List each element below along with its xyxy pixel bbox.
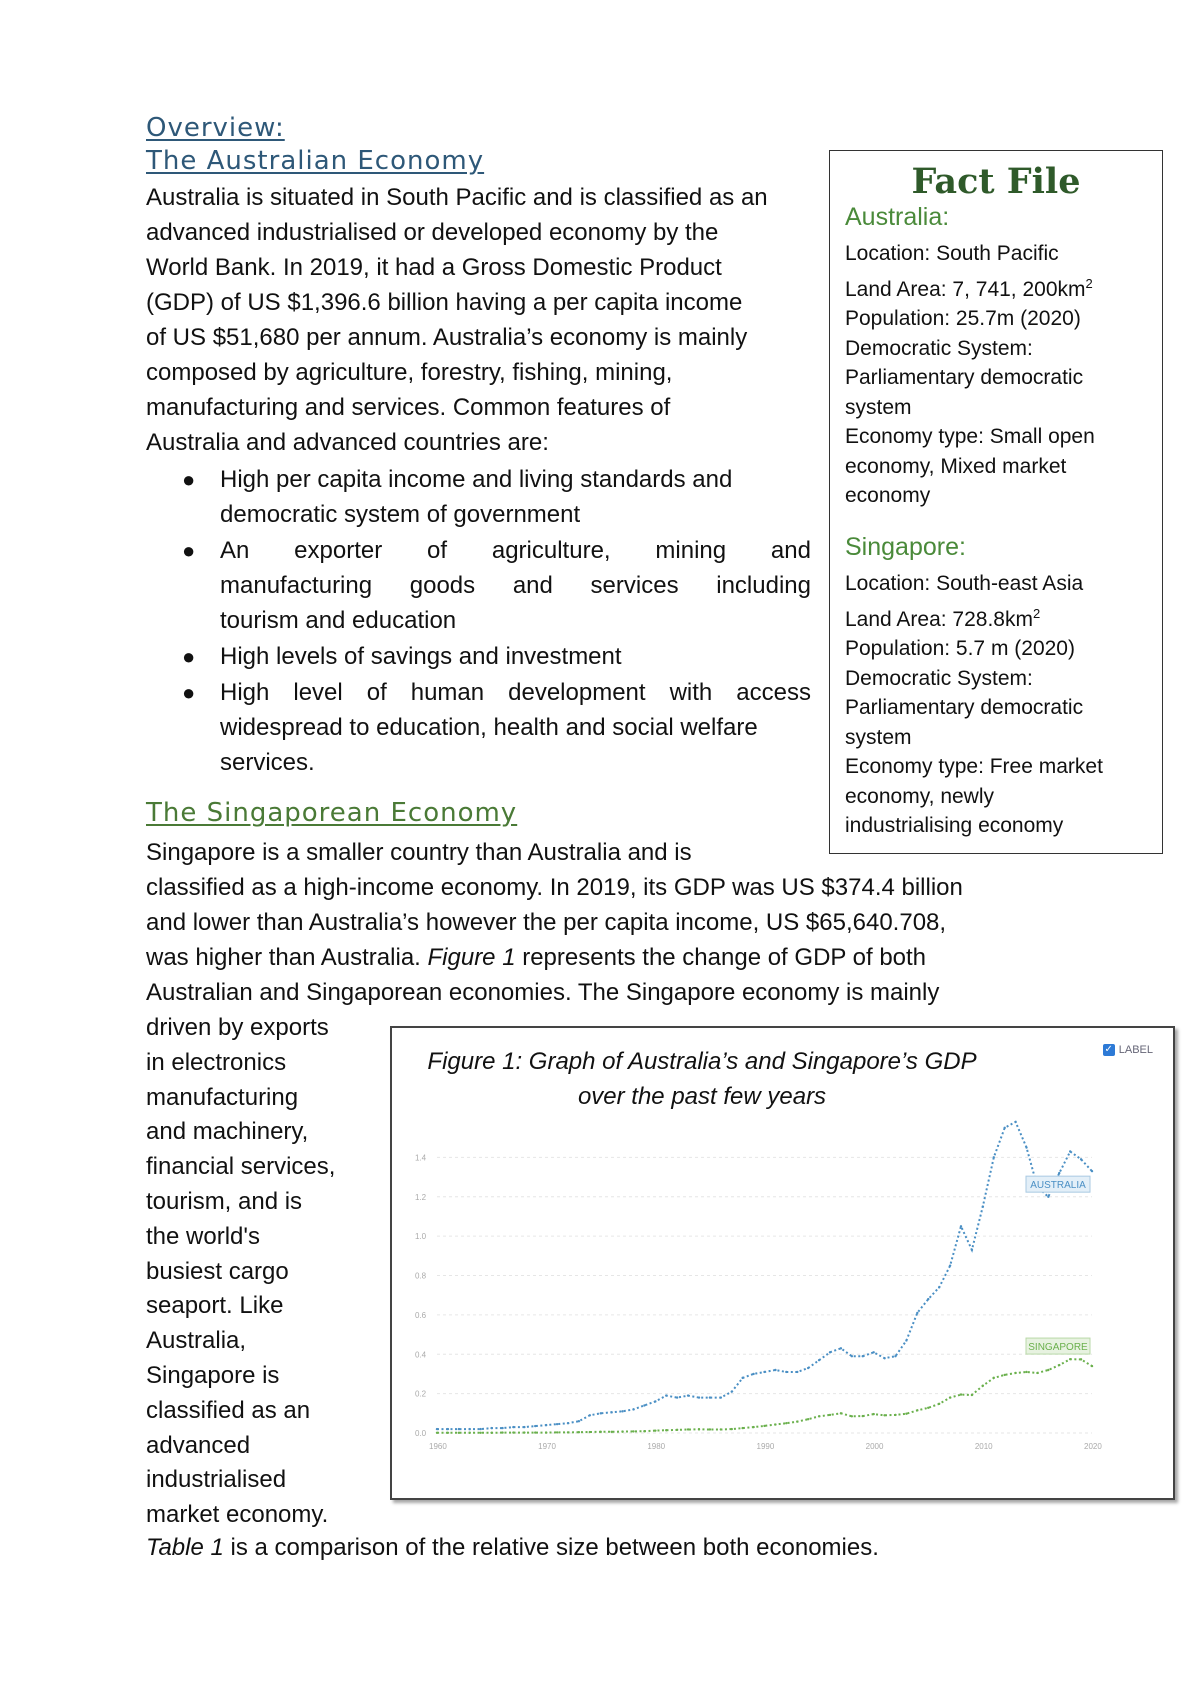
label-toggle[interactable] <box>1103 1044 1153 1056</box>
fact-file-australia-heading: Australia: <box>845 203 950 231</box>
data-point <box>731 1390 733 1392</box>
fact-line <box>845 393 1155 423</box>
series-label: AUSTRALIA <box>1030 1180 1086 1192</box>
data-point <box>1080 1158 1082 1160</box>
paragraph-line: financial services, <box>146 1153 336 1181</box>
paragraph-text: Singapore is a smaller country than Australia and is <box>146 839 692 866</box>
justified-line <box>220 675 811 710</box>
data-point <box>698 1396 700 1398</box>
data-point <box>512 1431 514 1433</box>
fact-line <box>845 599 1155 635</box>
data-point <box>458 1428 460 1430</box>
data-point <box>578 1420 580 1422</box>
checkbox-icon[interactable]: ✓ <box>1104 1044 1113 1055</box>
data-point <box>643 1404 645 1406</box>
data-point <box>916 1409 918 1411</box>
bullet-icon: ● <box>182 680 196 705</box>
paragraph-line <box>146 835 1046 870</box>
data-point <box>905 1339 907 1341</box>
fact-file-box <box>829 150 1163 854</box>
table-reference-line <box>146 1530 879 1565</box>
data-point <box>676 1396 678 1398</box>
singaporean-economy-heading: The Singaporean Economy <box>146 798 518 828</box>
data-point <box>589 1414 591 1416</box>
fact-file-singapore-heading: Singapore: <box>845 533 966 561</box>
data-point <box>469 1428 471 1430</box>
data-point <box>927 1407 929 1409</box>
paragraph-line: Australia, <box>146 1327 247 1355</box>
fact-text: Economy type: Small open <box>845 425 1095 448</box>
series-label: SINGAPORE <box>1028 1342 1088 1354</box>
list-item <box>146 639 811 674</box>
data-point <box>610 1431 612 1433</box>
data-point <box>654 1429 656 1431</box>
data-point <box>589 1431 591 1433</box>
data-point <box>960 1225 962 1227</box>
bullet-icon: ● <box>182 644 196 669</box>
paragraph-line: market economy. <box>146 1501 329 1529</box>
fact-line <box>845 363 1155 393</box>
data-point <box>741 1377 743 1379</box>
data-point <box>840 1347 842 1349</box>
figure-caption-line-1: Figure 1: Graph of Australia’s and Singapore’s GDP <box>427 1048 977 1075</box>
x-tick-label: 1960 <box>429 1442 447 1451</box>
fact-line <box>845 752 1155 782</box>
data-point <box>610 1411 612 1413</box>
data-point <box>436 1428 438 1430</box>
word: manufacturing <box>220 572 373 599</box>
paragraph-line: advanced <box>146 1431 251 1459</box>
fact-line <box>845 723 1155 753</box>
word: and <box>770 537 811 564</box>
data-point <box>1091 1170 1093 1172</box>
paragraph-line: in electronics <box>146 1048 287 1076</box>
data-point <box>982 1205 984 1207</box>
bullet-icon: ● <box>182 467 196 492</box>
data-point <box>894 1355 896 1357</box>
paragraph-line <box>146 905 1046 940</box>
word: mining <box>655 537 727 564</box>
data-point <box>600 1431 602 1433</box>
data-point <box>709 1396 711 1398</box>
paragraph-text: classified as a high-income economy. In 2019, its GDP was US $374.4 billion <box>146 874 963 901</box>
data-point <box>501 1431 503 1433</box>
x-tick-label: 2010 <box>974 1442 993 1451</box>
table-reference-italic: Table 1 <box>146 1534 224 1561</box>
bullet-icon: ● <box>182 538 196 563</box>
data-point <box>556 1431 558 1433</box>
fact-text: economy, newly <box>845 784 995 808</box>
fact-text: Population: 5.7 m (2020) <box>845 637 1075 660</box>
data-point <box>949 1264 951 1266</box>
data-point <box>949 1396 951 1398</box>
data-point <box>643 1430 645 1432</box>
fact-text: Land Area: 728.8km <box>845 607 1033 631</box>
paragraph-line: classified as an <box>146 1396 311 1424</box>
data-point <box>1025 1146 1027 1148</box>
data-point <box>1058 1172 1060 1174</box>
list-item-line: services. <box>220 749 315 776</box>
fact-text: Democratic System: <box>845 666 1033 690</box>
word: development <box>508 679 646 706</box>
paragraph-line: manufacturing and services. Common features of <box>146 394 671 421</box>
fact-line <box>845 664 1155 694</box>
word: access <box>736 679 811 706</box>
figure-1 <box>390 1026 1175 1500</box>
label-toggle-text: LABEL <box>1118 1044 1153 1056</box>
fact-text: system <box>845 725 912 749</box>
data-point <box>665 1429 667 1431</box>
word: services <box>590 572 679 599</box>
fact-text: Parliamentary democratic <box>845 366 1084 389</box>
data-point <box>938 1403 940 1405</box>
data-point <box>938 1286 940 1288</box>
data-point <box>621 1430 623 1432</box>
y-tick-label: 1.4 <box>415 1153 427 1163</box>
data-point <box>469 1432 471 1434</box>
data-point <box>752 1426 754 1428</box>
data-point <box>523 1426 525 1428</box>
paragraph-text: Australian and Singaporean economies. The Singapore economy is mainly <box>146 979 940 1006</box>
features-list <box>146 462 811 781</box>
data-point <box>971 1394 973 1396</box>
data-point <box>807 1418 809 1420</box>
overview-heading: Overview: <box>146 113 285 143</box>
fact-text: Economy type: Free market <box>845 755 1103 778</box>
y-tick-label: 1.0 <box>415 1232 427 1242</box>
paragraph-line: manufacturing <box>146 1083 299 1111</box>
data-point <box>971 1249 973 1251</box>
data-point <box>676 1429 678 1431</box>
data-point <box>785 1371 787 1373</box>
data-point <box>993 1156 995 1158</box>
y-tick-label: 0.8 <box>415 1271 427 1281</box>
word: level <box>293 679 343 706</box>
data-point <box>916 1312 918 1314</box>
data-point <box>654 1400 656 1402</box>
word: human <box>410 679 485 706</box>
list-item <box>146 462 811 532</box>
x-tick-label: 1980 <box>647 1442 666 1451</box>
x-tick-label: 2000 <box>865 1442 884 1451</box>
data-point <box>479 1432 481 1434</box>
y-tick-label: 0.6 <box>415 1310 427 1320</box>
figure-caption <box>392 1044 1012 1114</box>
data-point <box>818 1415 820 1417</box>
fact-text: system <box>845 395 912 419</box>
data-point <box>774 1423 776 1425</box>
data-point <box>982 1385 984 1387</box>
area-superscript: 2 <box>1085 275 1093 291</box>
data-point <box>818 1359 820 1361</box>
data-point <box>621 1410 623 1412</box>
data-point <box>512 1426 514 1428</box>
data-point <box>665 1394 667 1396</box>
data-point <box>763 1425 765 1427</box>
y-tick-label: 0.0 <box>415 1429 427 1438</box>
data-point <box>1003 1374 1005 1376</box>
data-point <box>894 1414 896 1416</box>
paragraph-line: (GDP) of US $1,396.6 billion having a per capita income <box>146 289 743 316</box>
fact-line <box>845 239 1155 269</box>
data-point <box>741 1427 743 1429</box>
data-point <box>927 1298 929 1300</box>
data-point <box>872 1351 874 1353</box>
paragraph-line: of US $51,680 per annum. Australia’s economy is mainly <box>146 324 748 351</box>
fact-line <box>845 569 1155 599</box>
fact-text: industrialising economy <box>845 814 1064 837</box>
fact-text: Location: South-east Asia <box>845 572 1084 595</box>
australia-paragraph <box>146 180 816 460</box>
data-point <box>1058 1364 1060 1366</box>
paragraph-line: seaport. Like <box>146 1292 284 1320</box>
figure-reference-italic: Figure 1 <box>427 944 516 971</box>
data-point <box>796 1420 798 1422</box>
data-point <box>567 1431 569 1433</box>
word: of <box>427 537 448 564</box>
data-point <box>1047 1196 1049 1198</box>
data-point <box>883 1357 885 1359</box>
data-point <box>687 1428 689 1430</box>
word: of <box>366 679 387 706</box>
singapore-paragraph <box>146 835 1046 1010</box>
fact-line <box>845 304 1155 334</box>
data-point <box>490 1432 492 1434</box>
paragraph-line: Singapore is <box>146 1361 280 1389</box>
singapore-paragraph-continued <box>146 1010 376 1532</box>
data-point <box>731 1428 733 1430</box>
data-point <box>993 1377 995 1379</box>
data-point <box>785 1422 787 1424</box>
paragraph-line <box>146 940 1046 975</box>
data-point <box>807 1367 809 1369</box>
paragraph-line: the world's <box>146 1222 260 1250</box>
justified-line <box>220 533 811 568</box>
paragraph-text: and lower than Australia’s however the per capita income, US $65,640.708, <box>146 909 947 936</box>
data-point <box>709 1428 711 1430</box>
list-item <box>146 533 811 638</box>
fact-line <box>845 634 1155 664</box>
series-line-singapore <box>437 1359 1092 1433</box>
data-point <box>479 1428 481 1430</box>
list-item-line: widespread to education, health and social welfare <box>220 714 758 741</box>
y-tick-label: 1.2 <box>415 1192 427 1202</box>
fact-text: Parliamentary democratic <box>845 696 1084 719</box>
fact-line <box>845 422 1155 452</box>
data-point <box>851 1415 853 1417</box>
word: An <box>220 537 250 564</box>
data-point <box>447 1432 449 1434</box>
data-point <box>1091 1365 1093 1367</box>
data-point <box>829 1414 831 1416</box>
list-item <box>146 675 811 780</box>
table-reference-text: is a comparison of the relative size between both economies. <box>223 1534 879 1561</box>
paragraph-line: advanced industrialised or developed economy by the <box>146 219 719 246</box>
data-point <box>720 1396 722 1398</box>
paragraph-line: and machinery, <box>146 1118 309 1146</box>
data-point <box>567 1422 569 1424</box>
word: goods <box>409 572 476 599</box>
data-point <box>1003 1127 1005 1129</box>
paragraph-line: Australia and advanced countries are: <box>146 429 549 456</box>
list-item-line: High levels of savings and investment <box>220 643 622 670</box>
data-point <box>436 1432 438 1434</box>
fact-line <box>845 481 1155 511</box>
fact-text: Land Area: 7, 741, 200km <box>845 277 1086 301</box>
data-point <box>447 1428 449 1430</box>
data-point <box>1080 1358 1082 1360</box>
data-point <box>458 1432 460 1434</box>
data-point <box>1036 1372 1038 1374</box>
fact-line <box>845 693 1155 723</box>
fact-line <box>845 782 1155 812</box>
fact-line <box>845 452 1155 482</box>
y-tick-label: 0.4 <box>415 1350 427 1360</box>
data-point <box>905 1413 907 1415</box>
word: including <box>716 572 811 599</box>
word: with <box>669 679 713 706</box>
data-point <box>960 1393 962 1395</box>
justified-line <box>220 568 811 603</box>
data-point <box>687 1394 689 1396</box>
fact-line <box>845 334 1155 364</box>
data-point <box>578 1431 580 1433</box>
list-item-line: democratic system of government <box>220 501 581 528</box>
data-point <box>840 1412 842 1414</box>
fact-text: economy, Mixed market <box>845 454 1067 478</box>
paragraph-text: was higher than Australia. <box>146 944 421 971</box>
data-point <box>600 1412 602 1414</box>
fact-file-australia-details <box>845 239 1155 511</box>
data-point <box>796 1371 798 1373</box>
word: exporter <box>294 537 383 564</box>
paragraph-line: Australia is situated in South Pacific and is classified as an <box>146 184 768 211</box>
data-point <box>523 1431 525 1433</box>
paragraph-line: busiest cargo <box>146 1257 289 1285</box>
data-point <box>1047 1369 1049 1371</box>
data-point <box>501 1427 503 1429</box>
data-point <box>632 1430 634 1432</box>
y-tick-label: 0.2 <box>415 1389 427 1399</box>
paragraph-line: World Bank. In 2019, it had a Gross Domestic Product <box>146 254 722 281</box>
paragraph-line: composed by agriculture, forestry, fishing, mining, <box>146 359 673 386</box>
word: High <box>220 679 270 706</box>
data-point <box>1014 1372 1016 1374</box>
data-point <box>490 1427 492 1429</box>
x-tick-label: 1970 <box>538 1442 556 1451</box>
data-point <box>872 1413 874 1415</box>
x-tick-label: 1990 <box>756 1442 775 1451</box>
figure-reference-text: represents the change of GDP of both <box>515 944 927 971</box>
data-point <box>752 1373 754 1375</box>
data-point <box>534 1425 536 1427</box>
data-point <box>829 1351 831 1353</box>
data-point <box>1014 1121 1016 1123</box>
fact-file-singapore-details <box>845 569 1155 841</box>
data-point <box>1069 1150 1071 1152</box>
list-item-line: tourism and education <box>220 607 457 634</box>
data-point <box>534 1431 536 1433</box>
fact-text: Democratic System: <box>845 336 1033 360</box>
fact-text: economy <box>845 484 931 507</box>
paragraph-line <box>146 975 1046 1010</box>
fact-file-title: Fact File <box>911 161 1081 202</box>
data-point <box>862 1355 864 1357</box>
fact-line <box>845 269 1155 305</box>
paragraph-line: tourism, and is <box>146 1187 303 1215</box>
data-point <box>851 1355 853 1357</box>
paragraph-line <box>146 870 1046 905</box>
data-point <box>698 1428 700 1430</box>
data-point <box>720 1428 722 1430</box>
data-point <box>545 1424 547 1426</box>
paragraph-line: driven by exports <box>146 1014 329 1041</box>
word: and <box>512 572 553 599</box>
fact-text: Location: South Pacific <box>845 242 1059 265</box>
data-point <box>883 1414 885 1416</box>
fact-text: Population: 25.7m (2020) <box>845 307 1081 330</box>
data-point <box>1025 1371 1027 1373</box>
list-item-line: High per capita income and living standards and <box>220 466 733 493</box>
data-point <box>763 1371 765 1373</box>
paragraph-line: industrialised <box>146 1466 287 1494</box>
data-point <box>632 1408 634 1410</box>
data-point <box>556 1423 558 1425</box>
data-point <box>774 1369 776 1371</box>
area-superscript: 2 <box>1032 605 1041 621</box>
data-point <box>1069 1358 1071 1360</box>
word: agriculture, <box>491 537 611 564</box>
data-point <box>545 1431 547 1433</box>
x-tick-label: 2020 <box>1084 1442 1102 1451</box>
figure-caption-line-2: over the past few years <box>577 1083 827 1110</box>
australian-economy-heading: The Australian Economy <box>146 146 485 176</box>
data-point <box>862 1415 864 1417</box>
